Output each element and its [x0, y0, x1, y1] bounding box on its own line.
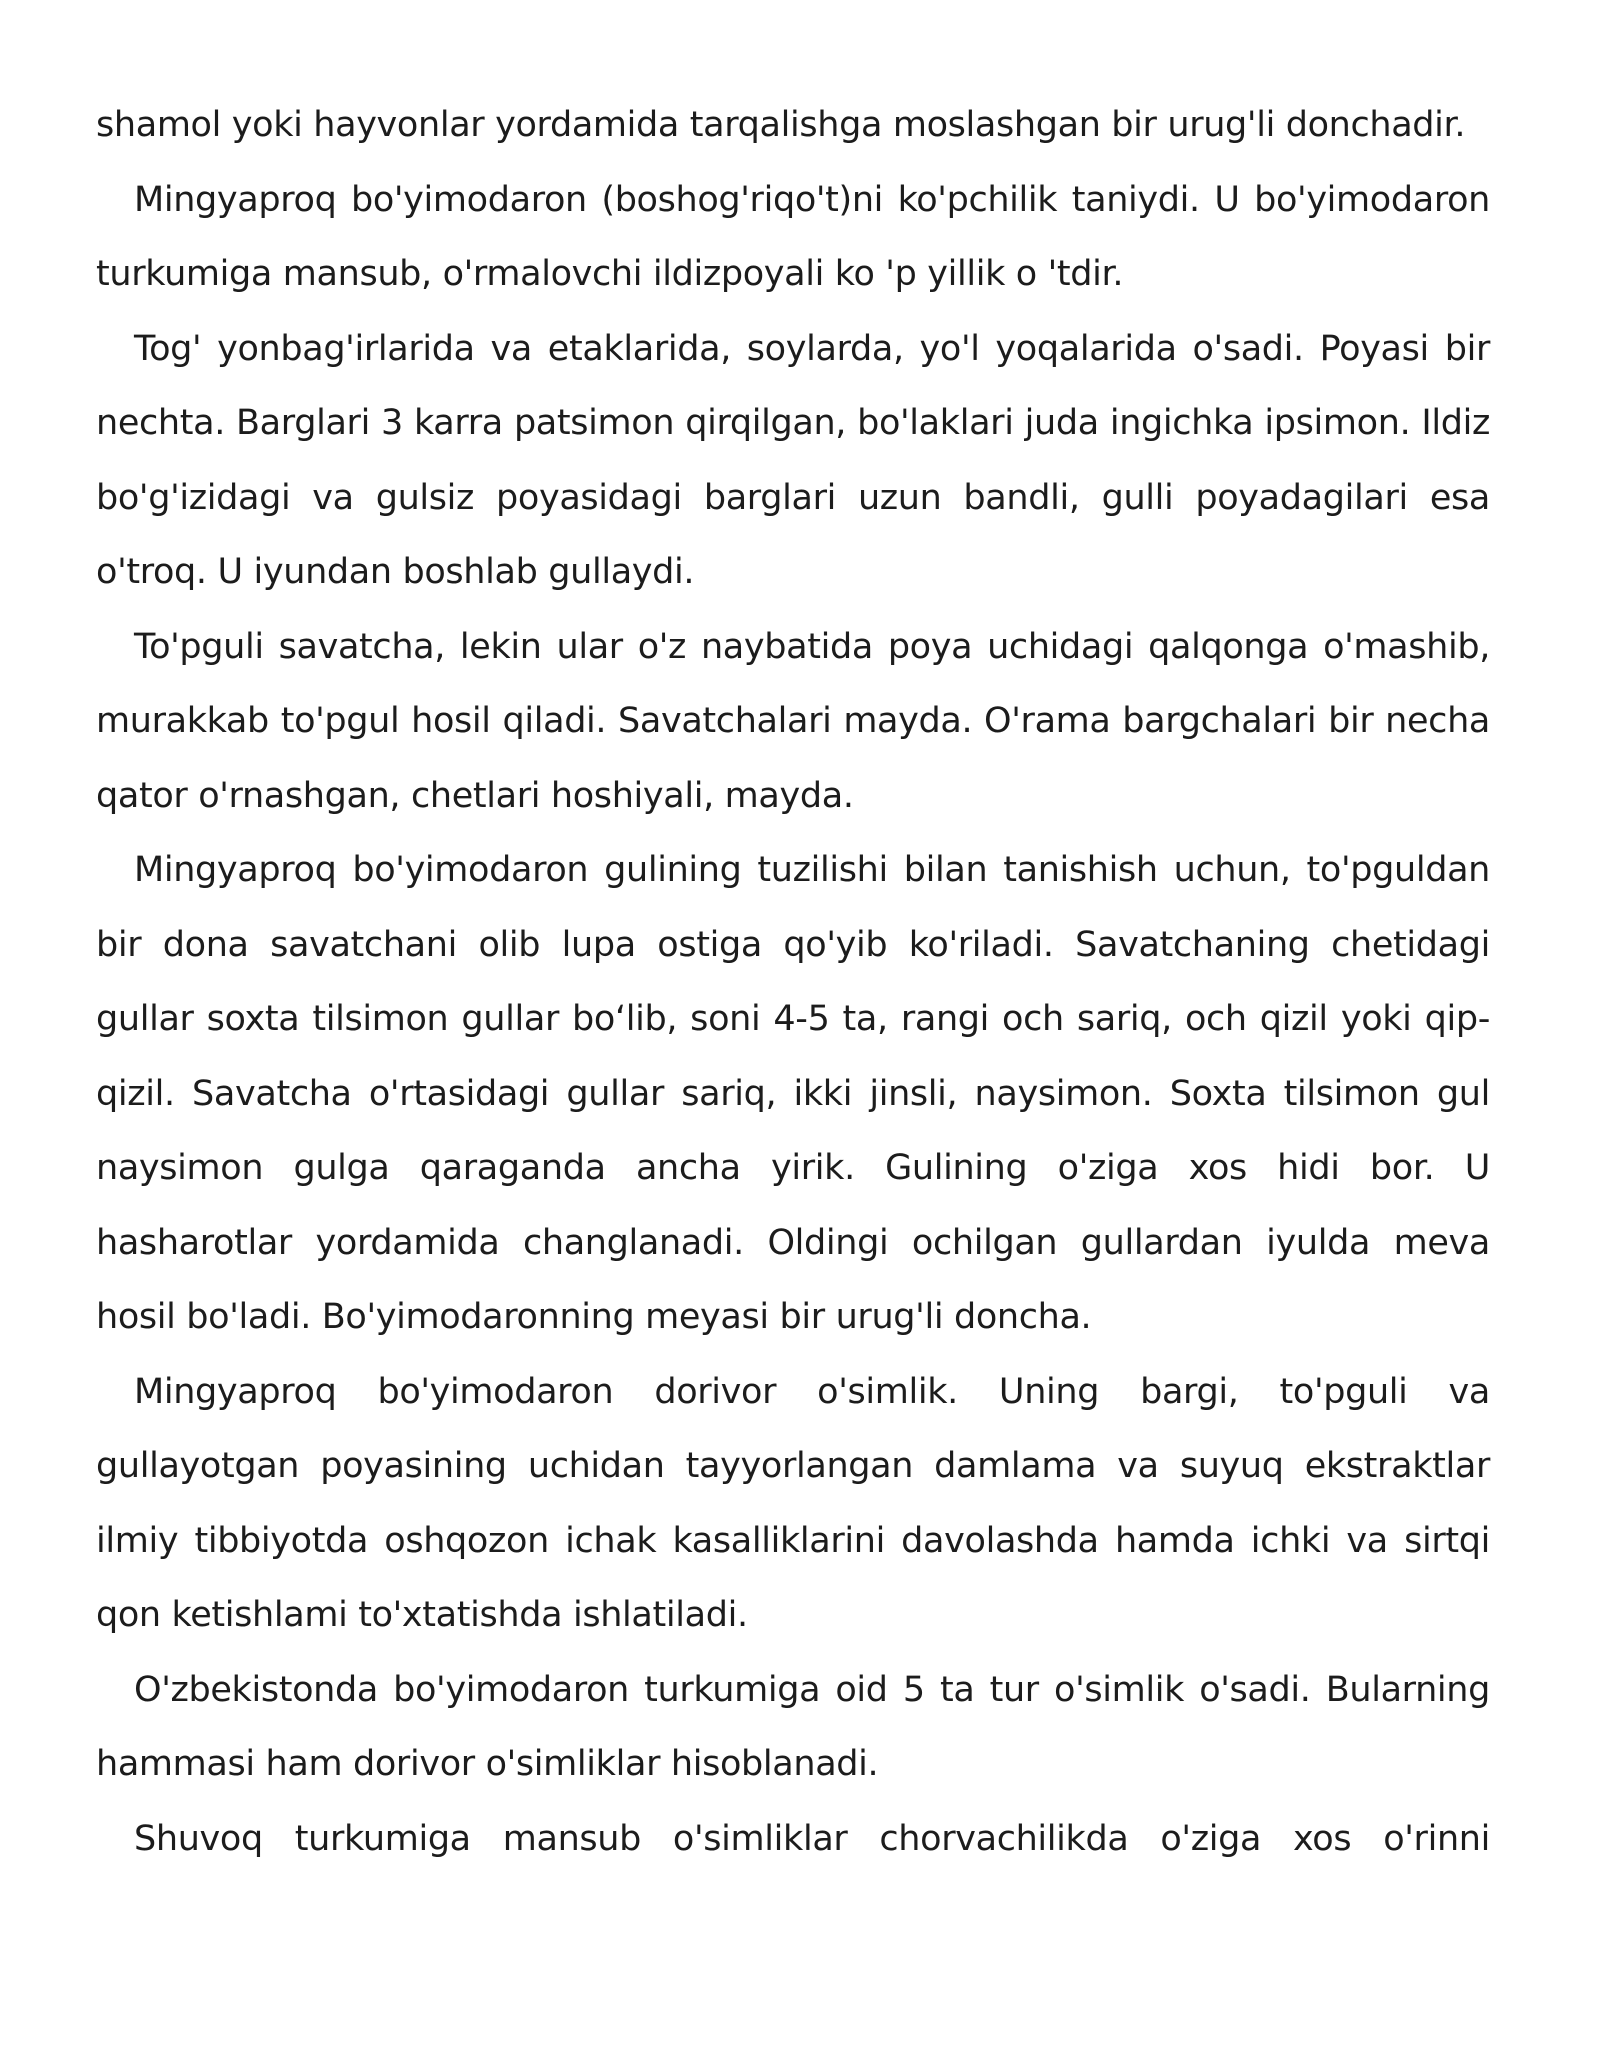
- paragraph-flower-structure: Mingyaproq bo'yimodaron gulining tuzilishi bilan tanishish uchun, to'pguldan bir dona savatchani olib lupa ostiga qo'yib ko'riladi. Savatchaning chetidagi gullar soxta tilsimon gullar bo‘lib, soni 4-5 ta, rangi och sariq, och qizil yoki qip-qizil. Savatcha o'rtasidagi gullar sariq, ikki jinsli, naysimon. Soxta tilsimon gul naysimon gulga qaraganda ancha yirik. Gulining o'ziga xos hidi bor. U hasharotlar yordamida changlanadi. Oldingi ochilgan gullardan iyulda meva hosil bo'ladi. Bo'yimodaronning meyasi bir urug'li doncha.: [96, 850, 1490, 1337]
- paragraph-inflorescence: To'pguli savatcha, lekin ular o'z naybatida poya uchidagi qalqonga o'mashib, murakkab to'pgul hosil qiladi. Savatchalari mayda. O'rama bargchalari bir necha qator o'rnashgan, chetlari hoshiyali, mayda.: [96, 626, 1490, 816]
- paragraph-intro: Mingyaproq bo'yimodaron (boshog'riqo't)ni ko'pchilik taniydi. U bo'yimodaron turkumiga mansub, o'rmalovchi ildizpoyali ko 'p yillik o 'tdir.: [96, 179, 1490, 294]
- paragraph-medicinal-use: Mingyaproq bo'yimodaron dorivor o'simlik. Uning bargi, to'pguli va gullayotgan poyasining uchidan tayyorlangan damlama va suyuq ekstraktlar ilmiy tibbiyotda oshqozon ichak kasalliklarini davolashda hamda ichki va sirtqi qon ketishlami to'xtatishda ishlatiladi.: [96, 1371, 1490, 1635]
- paragraph-species-count: O'zbekistonda bo'yimodaron turkumiga oid 5 ta tur o'simlik o'sadi. Bularning hammasi ham dorivor o'simliklar hisoblanadi.: [96, 1669, 1490, 1784]
- paragraph-habitat: Tog' yonbag'irlarida va etaklarida, soylarda, yo'l yoqalarida o'sadi. Poyasi bir nechta. Barglari 3 karra patsimon qirqilgan, bo'laklari juda ingichka ipsimon. Ildiz bo'g'izidagi va gulsiz poyasidagi barglari uzun bandli, gulli poyadagilari esa o'troq. U iyundan boshlab gullaydi.: [96, 328, 1490, 592]
- document-page: [96, 88, 1490, 1876]
- paragraph-wormwood: Shuvoq turkumiga mansub o'simliklar chorvachilikda o'ziga xos o'rinni: [134, 1818, 1490, 1859]
- paragraph-continuation: shamol yoki hayvonlar yordamida tarqalishga moslashgan bir urug'li donchadir.: [96, 105, 1466, 145]
